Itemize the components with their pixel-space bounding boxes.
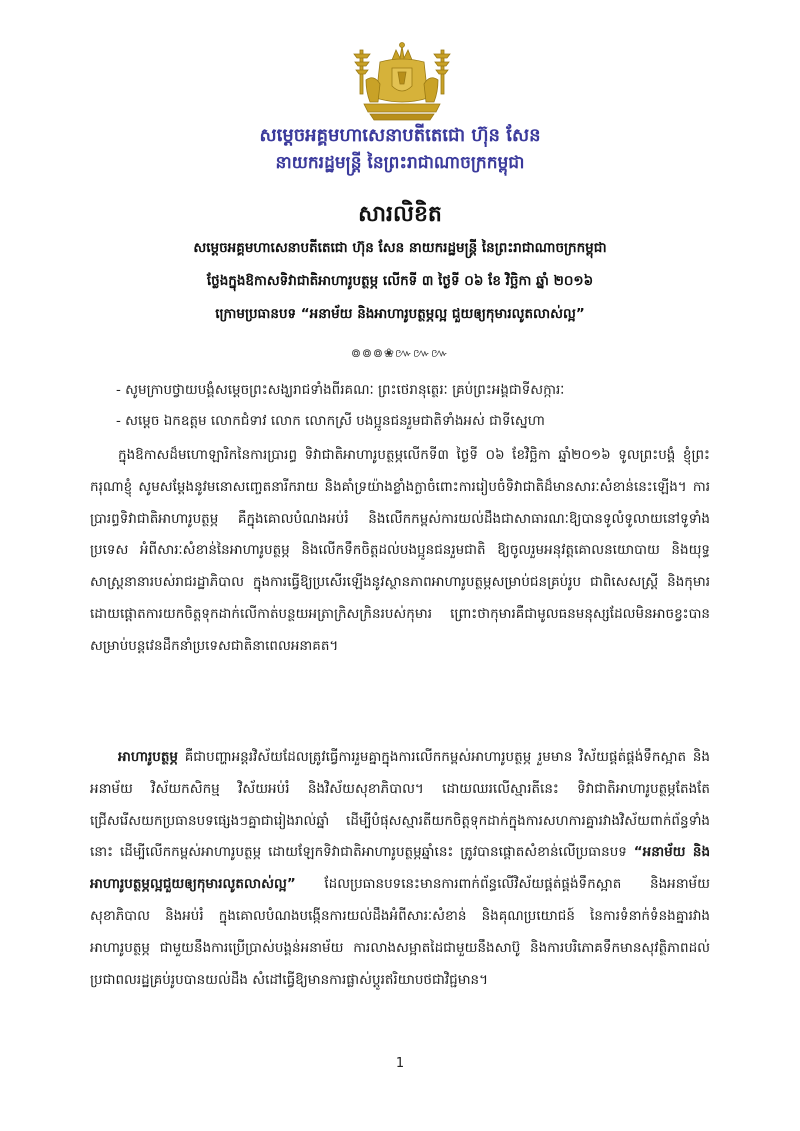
title-line-2: ថ្លែងក្នុងឱកាសទិវាជាតិអាហារូបត្ថម្ភ លើកទី ៣ ថ្ងៃទី ០៦ ខែ វិច្ឆិកា ឆ្នាំ ២០១៦ <box>206 273 594 289</box>
title-line-3: ក្រោមប្រធានបទ “អនាម័យ និងអាហារូបត្ថម្ភល្អ ជួយឲ្យកុមារលូតលាស់ល្អ” <box>215 306 585 322</box>
sender-title: នាយករដ្ឋមន្ត្រី នៃព្រះរាជាណាចក្រកម្ពុជា <box>275 153 525 173</box>
salutation-line-1: - សូមក្រាបថ្វាយបង្គំសម្ដេចព្រះសង្ឃរាជទាំងពីរគណៈ ព្រះថេរានុត្ថេរៈ គ្រប់ព្រះអង្គជាទីសក្ការៈ <box>116 382 565 398</box>
royal-coat-of-arms-icon <box>340 40 464 122</box>
paragraph-lead-term: អាហារូបត្ថម្ភ <box>118 749 178 765</box>
paragraph-2-text-a: គឺជាបញ្ហាអន្តរវិស័យដែលត្រូវធ្វើការរួមគ្នាក្នុងការលើកកម្ពស់អាហារូបត្ថម្ភ រួមមាន វិស័យផ្គត់ផ្គង់ទឹកស្អាត និងអនាម័យ វិស័យកសិកម្ម វិស័យអប់រំ និងវិស័យសុខាភិបាល។ ដោយឈរលើស្មារតីនេះ ទិវាជាតិអាហារូបត្ថម្ភតែងតែជ្រើសរើសយកប្រធានបទផ្សេងៗគ្នាជារៀងរាល់ឆ្នាំ ដើម្បីបំផុសស្មារតីយកចិត្តទុកដាក់ក្នុងការសហការគ្នារវាងវិស័យពាក់ព័ន្ធទាំងនោះ ដើម្បីលើកកម្ពស់អាហារូបត្ថម្ភ ដោយឡែកទិវាជាតិអាហារូបត្ថម្ភឆ្នាំនេះ ត្រូវបានផ្ដោតសំខាន់លើប្រធានបទ <box>90 749 710 861</box>
sender-name: សម្ដេចអគ្គមហាសេនាបតីតេជោ ហ៊ុន សែន <box>259 125 541 146</box>
body-paragraph-2 <box>90 742 710 996</box>
salutation-line-2: - សម្ដេច ឯកឧត្ដម លោកជំទាវ លោក លោកស្រី បងប្អូនជនរួមជាតិទាំងអស់ ជាទីស្នេហា <box>116 413 545 429</box>
document-heading: សារលិខិត <box>358 202 442 227</box>
paragraph-topic-quote: “អនាម័យ និងអាហារូបត្ថម្ភល្អជួយឲ្យកុមារលូតលាស់ល្អ” <box>90 844 711 893</box>
paragraph-2-text-b: ដែលប្រធានបទនេះមានការពាក់ព័ន្ធលើវិស័យផ្គត់ផ្គង់ទឹកស្អាត និងអនាម័យ សុខាភិបាល និងអប់រំ ក្នុងគោលបំណងបង្កើនការយល់ដឹងអំពីសារៈសំខាន់ និងគុណប្រយោជន៍ នៃការទំនាក់ទំនងគ្នារវាងអាហារូបត្ថម្ភ ជាមួយនឹងការប្រើប្រាស់បង្គន់អនាម័យ ការលាងសម្អាតដៃជាមួយនឹងសាប៊ូ និងការបរិភោគទឹកមានសុវត្ថិភាពដល់ប្រជាពលរដ្ឋគ្រប់រូបបានយល់ដឹង សំដៅធ្វើឱ្យមានការផ្លាស់ប្ដូរឥរិយាបថជាវិជ្ជមាន។ <box>90 876 710 988</box>
title-line-1: សម្ដេចអគ្គមហាសេនាបតីតេជោ ហ៊ុន សែន នាយករដ្ឋមន្ត្រី នៃព្រះរាជាណាចក្រកម្ពុជា <box>193 240 607 256</box>
body-paragraph-1: ក្នុងឱកាសដ៏មហោឡារិកនៃការប្រារព្ធ ទិវាជាតិអាហារូបត្ថម្ភលើកទី៣ ថ្ងៃទី ០៦ ខែវិច្ឆិកា ឆ្នាំ២០១៦ ទូលព្រះបង្គំ ខ្ញុំព្រះករុណាខ្ញុំ សូមសម្ដែងនូវមនោសញ្ចេតនារីករាយ និងគាំទ្រយ៉ាងខ្លាំងក្លាចំពោះការរៀបចំទិវាជាតិដ៏មានសារៈសំខាន់នេះឡើង។ ការប្រារព្ធទិវាជាតិអាហារូបត្ថម្ភ គឺក្នុងគោលបំណងអប់រំ និងលើកកម្ពស់ការយល់ដឹងជាសាធារណៈឱ្យបានទូលំទូលាយនៅទូទាំងប្រទេស អំពីសារៈសំខាន់នៃអាហារូបត្ថម្ភ និងលើកទឹកចិត្តដល់បងប្អូនជនរួមជាតិ ឱ្យចូលរួមអនុវត្តគោលនយោបាយ និងយុទ្ធសាស្ត្រនានារបស់រាជរដ្ឋាភិបាល ក្នុងការធ្វើឱ្យប្រសើរឡើងនូវស្ថានភាពអាហារូបត្ថម្ភសម្រាប់ជនគ្រប់រូប ជាពិសេសស្ត្រី និងកុមារ ដោយផ្ដោតការយកចិត្តទុកដាក់លើកាត់បន្ថយអត្រាក្រិសក្រិនរបស់កុមារ ព្រោះថាកុមារគឺជាមូលធនមនុស្សដែលមិនអាចខ្វះបានសម្រាប់បន្តវេនដឹកនាំប្រទេសជាតិនាពេលអនាគត។ <box>90 447 710 654</box>
page-number: 1 <box>395 1056 405 1071</box>
ornament-divider: ៙៙៙❀៚៚៚ <box>351 346 449 360</box>
